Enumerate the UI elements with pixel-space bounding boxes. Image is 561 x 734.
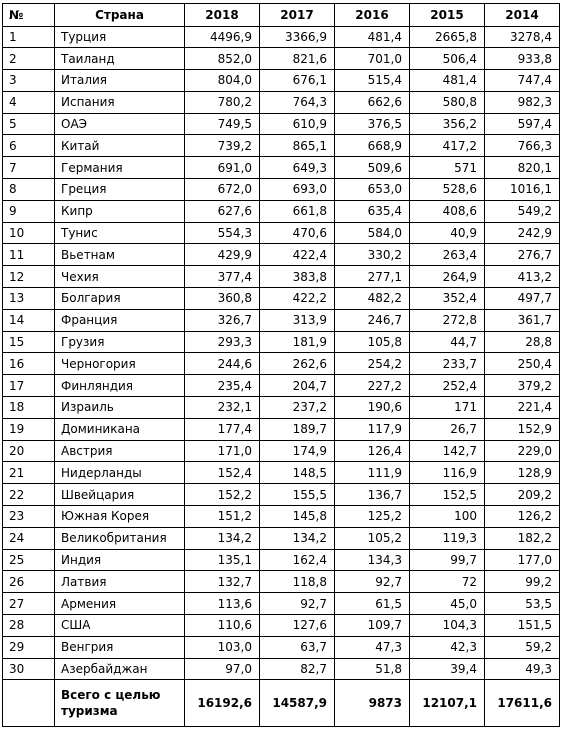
total-2014-cell: 17611,6 [485, 680, 560, 727]
row-number-cell: 7 [3, 157, 55, 179]
total-number-cell [3, 680, 55, 727]
value-2017-cell: 181,9 [260, 331, 335, 353]
value-2017-cell: 422,2 [260, 288, 335, 310]
header-cell-country: Страна [55, 4, 185, 27]
country-cell: Израиль [55, 397, 185, 419]
value-2014-cell: 151,5 [485, 615, 560, 637]
value-2017-cell: 313,9 [260, 309, 335, 331]
value-2018-cell: 852,0 [185, 48, 260, 70]
value-2018-cell: 232,1 [185, 397, 260, 419]
value-2017-cell: 162,4 [260, 549, 335, 571]
table-row [3, 179, 560, 201]
value-2018-cell: 804,0 [185, 70, 260, 92]
value-2017-cell: 676,1 [260, 70, 335, 92]
country-cell: Тунис [55, 222, 185, 244]
country-cell: Латвия [55, 571, 185, 593]
country-cell: Грузия [55, 331, 185, 353]
value-2017-cell: 693,0 [260, 179, 335, 201]
value-2017-cell: 155,5 [260, 484, 335, 506]
value-2018-cell: 134,2 [185, 527, 260, 549]
row-number-cell: 26 [3, 571, 55, 593]
country-cell: Доминикана [55, 418, 185, 440]
table-row [3, 331, 560, 353]
value-2014-cell: 413,2 [485, 266, 560, 288]
country-cell: Вьетнам [55, 244, 185, 266]
value-2014-cell: 3278,4 [485, 26, 560, 48]
country-cell: Испания [55, 91, 185, 113]
header-cell-number: № [3, 4, 55, 27]
value-2016-cell: 330,2 [335, 244, 410, 266]
value-2014-cell: 933,8 [485, 48, 560, 70]
row-number-cell: 8 [3, 179, 55, 201]
value-2016-cell: 51,8 [335, 658, 410, 680]
row-number-cell: 16 [3, 353, 55, 375]
value-2017-cell: 82,7 [260, 658, 335, 680]
value-2015-cell: 45,0 [410, 593, 485, 615]
value-2014-cell: 379,2 [485, 375, 560, 397]
table-row [3, 462, 560, 484]
value-2015-cell: 72 [410, 571, 485, 593]
value-2018-cell: 377,4 [185, 266, 260, 288]
value-2018-cell: 135,1 [185, 549, 260, 571]
country-cell: Южная Корея [55, 506, 185, 528]
country-cell: Венгрия [55, 636, 185, 658]
value-2015-cell: 417,2 [410, 135, 485, 157]
value-2016-cell: 376,5 [335, 113, 410, 135]
value-2017-cell: 237,2 [260, 397, 335, 419]
value-2015-cell: 233,7 [410, 353, 485, 375]
row-number-cell: 6 [3, 135, 55, 157]
total-2018-cell: 16192,6 [185, 680, 260, 727]
row-number-cell: 3 [3, 70, 55, 92]
table-row [3, 157, 560, 179]
row-number-cell: 5 [3, 113, 55, 135]
country-cell: Швейцария [55, 484, 185, 506]
value-2018-cell: 749,5 [185, 113, 260, 135]
value-2016-cell: 61,5 [335, 593, 410, 615]
row-number-cell: 28 [3, 615, 55, 637]
value-2017-cell: 189,7 [260, 418, 335, 440]
table-row [3, 91, 560, 113]
table-row [3, 26, 560, 48]
country-cell: Кипр [55, 200, 185, 222]
country-cell: Китай [55, 135, 185, 157]
value-2015-cell: 481,4 [410, 70, 485, 92]
value-2017-cell: 764,3 [260, 91, 335, 113]
value-2016-cell: 105,8 [335, 331, 410, 353]
value-2018-cell: 177,4 [185, 418, 260, 440]
value-2018-cell: 739,2 [185, 135, 260, 157]
row-number-cell: 25 [3, 549, 55, 571]
value-2017-cell: 262,6 [260, 353, 335, 375]
value-2017-cell: 63,7 [260, 636, 335, 658]
table-row [3, 266, 560, 288]
value-2017-cell: 204,7 [260, 375, 335, 397]
value-2018-cell: 691,0 [185, 157, 260, 179]
row-number-cell: 10 [3, 222, 55, 244]
value-2014-cell: 229,0 [485, 440, 560, 462]
tourism-table [2, 3, 560, 727]
value-2016-cell: 134,3 [335, 549, 410, 571]
value-2016-cell: 125,2 [335, 506, 410, 528]
value-2014-cell: 766,3 [485, 135, 560, 157]
value-2016-cell: 254,2 [335, 353, 410, 375]
value-2017-cell: 383,8 [260, 266, 335, 288]
value-2015-cell: 580,8 [410, 91, 485, 113]
row-number-cell: 12 [3, 266, 55, 288]
table-row [3, 288, 560, 310]
value-2016-cell: 92,7 [335, 571, 410, 593]
value-2018-cell: 627,6 [185, 200, 260, 222]
value-2017-cell: 661,8 [260, 200, 335, 222]
table-row [3, 527, 560, 549]
country-cell: Армения [55, 593, 185, 615]
value-2017-cell: 134,2 [260, 527, 335, 549]
country-cell: Нидерланды [55, 462, 185, 484]
value-2014-cell: 182,2 [485, 527, 560, 549]
value-2014-cell: 99,2 [485, 571, 560, 593]
country-cell: Австрия [55, 440, 185, 462]
table-row [3, 658, 560, 680]
country-cell: Индия [55, 549, 185, 571]
value-2015-cell: 528,6 [410, 179, 485, 201]
value-2016-cell: 136,7 [335, 484, 410, 506]
value-2014-cell: 242,9 [485, 222, 560, 244]
value-2017-cell: 649,3 [260, 157, 335, 179]
value-2016-cell: 584,0 [335, 222, 410, 244]
table-row [3, 506, 560, 528]
table-row [3, 244, 560, 266]
table-row [3, 200, 560, 222]
row-number-cell: 11 [3, 244, 55, 266]
value-2017-cell: 3366,9 [260, 26, 335, 48]
value-2014-cell: 126,2 [485, 506, 560, 528]
value-2018-cell: 97,0 [185, 658, 260, 680]
value-2014-cell: 53,5 [485, 593, 560, 615]
row-number-cell: 1 [3, 26, 55, 48]
value-2014-cell: 276,7 [485, 244, 560, 266]
value-2015-cell: 264,9 [410, 266, 485, 288]
value-2014-cell: 128,9 [485, 462, 560, 484]
table-row [3, 615, 560, 637]
value-2014-cell: 549,2 [485, 200, 560, 222]
table-row [3, 636, 560, 658]
value-2018-cell: 672,0 [185, 179, 260, 201]
country-cell: Таиланд [55, 48, 185, 70]
value-2015-cell: 44,7 [410, 331, 485, 353]
value-2017-cell: 470,6 [260, 222, 335, 244]
value-2016-cell: 635,4 [335, 200, 410, 222]
row-number-cell: 24 [3, 527, 55, 549]
table-row [3, 397, 560, 419]
table-row [3, 484, 560, 506]
value-2016-cell: 662,6 [335, 91, 410, 113]
value-2018-cell: 151,2 [185, 506, 260, 528]
table-row [3, 549, 560, 571]
table-row [3, 309, 560, 331]
total-2017-cell: 14587,9 [260, 680, 335, 727]
country-cell: Турция [55, 26, 185, 48]
header-cell-2017: 2017 [260, 4, 335, 27]
row-number-cell: 17 [3, 375, 55, 397]
value-2014-cell: 497,7 [485, 288, 560, 310]
value-2016-cell: 227,2 [335, 375, 410, 397]
value-2014-cell: 59,2 [485, 636, 560, 658]
value-2014-cell: 250,4 [485, 353, 560, 375]
value-2014-cell: 177,0 [485, 549, 560, 571]
value-2015-cell: 100 [410, 506, 485, 528]
table-row [3, 593, 560, 615]
value-2018-cell: 326,7 [185, 309, 260, 331]
value-2018-cell: 429,9 [185, 244, 260, 266]
value-2016-cell: 277,1 [335, 266, 410, 288]
value-2016-cell: 105,2 [335, 527, 410, 549]
value-2017-cell: 148,5 [260, 462, 335, 484]
header-cell-2015: 2015 [410, 4, 485, 27]
value-2018-cell: 152,4 [185, 462, 260, 484]
value-2014-cell: 361,7 [485, 309, 560, 331]
value-2016-cell: 701,0 [335, 48, 410, 70]
value-2015-cell: 119,3 [410, 527, 485, 549]
value-2018-cell: 360,8 [185, 288, 260, 310]
row-number-cell: 18 [3, 397, 55, 419]
value-2015-cell: 116,9 [410, 462, 485, 484]
row-number-cell: 22 [3, 484, 55, 506]
value-2014-cell: 982,3 [485, 91, 560, 113]
value-2015-cell: 506,4 [410, 48, 485, 70]
value-2015-cell: 352,4 [410, 288, 485, 310]
country-cell: ОАЭ [55, 113, 185, 135]
country-cell: Болгария [55, 288, 185, 310]
row-number-cell: 30 [3, 658, 55, 680]
value-2017-cell: 821,6 [260, 48, 335, 70]
value-2018-cell: 780,2 [185, 91, 260, 113]
table-row [3, 113, 560, 135]
value-2017-cell: 127,6 [260, 615, 335, 637]
row-number-cell: 29 [3, 636, 55, 658]
value-2018-cell: 171,0 [185, 440, 260, 462]
total-label-cell: Всего с целью туризма [55, 680, 185, 727]
value-2017-cell: 145,8 [260, 506, 335, 528]
row-number-cell: 4 [3, 91, 55, 113]
value-2015-cell: 39,4 [410, 658, 485, 680]
table-row [3, 48, 560, 70]
value-2016-cell: 190,6 [335, 397, 410, 419]
value-2014-cell: 597,4 [485, 113, 560, 135]
table-row [3, 135, 560, 157]
value-2018-cell: 4496,9 [185, 26, 260, 48]
country-cell: Финляндия [55, 375, 185, 397]
value-2015-cell: 2665,8 [410, 26, 485, 48]
value-2018-cell: 235,4 [185, 375, 260, 397]
country-cell: Чехия [55, 266, 185, 288]
value-2018-cell: 103,0 [185, 636, 260, 658]
value-2014-cell: 49,3 [485, 658, 560, 680]
value-2015-cell: 42,3 [410, 636, 485, 658]
header-cell-2018: 2018 [185, 4, 260, 27]
row-number-cell: 20 [3, 440, 55, 462]
value-2014-cell: 820,1 [485, 157, 560, 179]
value-2015-cell: 272,8 [410, 309, 485, 331]
total-row [3, 680, 560, 727]
value-2014-cell: 209,2 [485, 484, 560, 506]
value-2016-cell: 481,4 [335, 26, 410, 48]
value-2018-cell: 244,6 [185, 353, 260, 375]
value-2016-cell: 653,0 [335, 179, 410, 201]
value-2017-cell: 610,9 [260, 113, 335, 135]
value-2015-cell: 152,5 [410, 484, 485, 506]
value-2015-cell: 40,9 [410, 222, 485, 244]
value-2016-cell: 509,6 [335, 157, 410, 179]
value-2016-cell: 668,9 [335, 135, 410, 157]
value-2016-cell: 47,3 [335, 636, 410, 658]
value-2016-cell: 246,7 [335, 309, 410, 331]
value-2015-cell: 571 [410, 157, 485, 179]
header-row [3, 4, 560, 27]
value-2015-cell: 252,4 [410, 375, 485, 397]
value-2016-cell: 515,4 [335, 70, 410, 92]
value-2015-cell: 104,3 [410, 615, 485, 637]
country-cell: Франция [55, 309, 185, 331]
value-2017-cell: 422,4 [260, 244, 335, 266]
value-2016-cell: 482,2 [335, 288, 410, 310]
value-2018-cell: 110,6 [185, 615, 260, 637]
row-number-cell: 19 [3, 418, 55, 440]
value-2016-cell: 109,7 [335, 615, 410, 637]
value-2015-cell: 408,6 [410, 200, 485, 222]
value-2015-cell: 142,7 [410, 440, 485, 462]
value-2015-cell: 171 [410, 397, 485, 419]
country-cell: Черногория [55, 353, 185, 375]
table-row [3, 571, 560, 593]
country-cell: Греция [55, 179, 185, 201]
value-2014-cell: 152,9 [485, 418, 560, 440]
row-number-cell: 27 [3, 593, 55, 615]
value-2018-cell: 293,3 [185, 331, 260, 353]
row-number-cell: 21 [3, 462, 55, 484]
value-2017-cell: 865,1 [260, 135, 335, 157]
table-row [3, 222, 560, 244]
country-cell: Азербайджан [55, 658, 185, 680]
total-2016-cell: 9873 [335, 680, 410, 727]
total-2015-cell: 12107,1 [410, 680, 485, 727]
value-2014-cell: 1016,1 [485, 179, 560, 201]
value-2016-cell: 117,9 [335, 418, 410, 440]
value-2014-cell: 747,4 [485, 70, 560, 92]
header-cell-2014: 2014 [485, 4, 560, 27]
value-2014-cell: 221,4 [485, 397, 560, 419]
value-2015-cell: 99,7 [410, 549, 485, 571]
value-2017-cell: 92,7 [260, 593, 335, 615]
country-cell: Великобритания [55, 527, 185, 549]
table-row [3, 353, 560, 375]
row-number-cell: 15 [3, 331, 55, 353]
country-cell: Германия [55, 157, 185, 179]
row-number-cell: 13 [3, 288, 55, 310]
value-2015-cell: 26,7 [410, 418, 485, 440]
table-row [3, 70, 560, 92]
table-row [3, 440, 560, 462]
value-2018-cell: 554,3 [185, 222, 260, 244]
value-2018-cell: 152,2 [185, 484, 260, 506]
table-row [3, 418, 560, 440]
row-number-cell: 14 [3, 309, 55, 331]
value-2016-cell: 111,9 [335, 462, 410, 484]
row-number-cell: 2 [3, 48, 55, 70]
value-2018-cell: 113,6 [185, 593, 260, 615]
row-number-cell: 23 [3, 506, 55, 528]
value-2015-cell: 356,2 [410, 113, 485, 135]
value-2017-cell: 174,9 [260, 440, 335, 462]
value-2015-cell: 263,4 [410, 244, 485, 266]
row-number-cell: 9 [3, 200, 55, 222]
value-2014-cell: 28,8 [485, 331, 560, 353]
table-row [3, 375, 560, 397]
header-cell-2016: 2016 [335, 4, 410, 27]
value-2018-cell: 132,7 [185, 571, 260, 593]
country-cell: Италия [55, 70, 185, 92]
country-cell: США [55, 615, 185, 637]
value-2016-cell: 126,4 [335, 440, 410, 462]
value-2017-cell: 118,8 [260, 571, 335, 593]
